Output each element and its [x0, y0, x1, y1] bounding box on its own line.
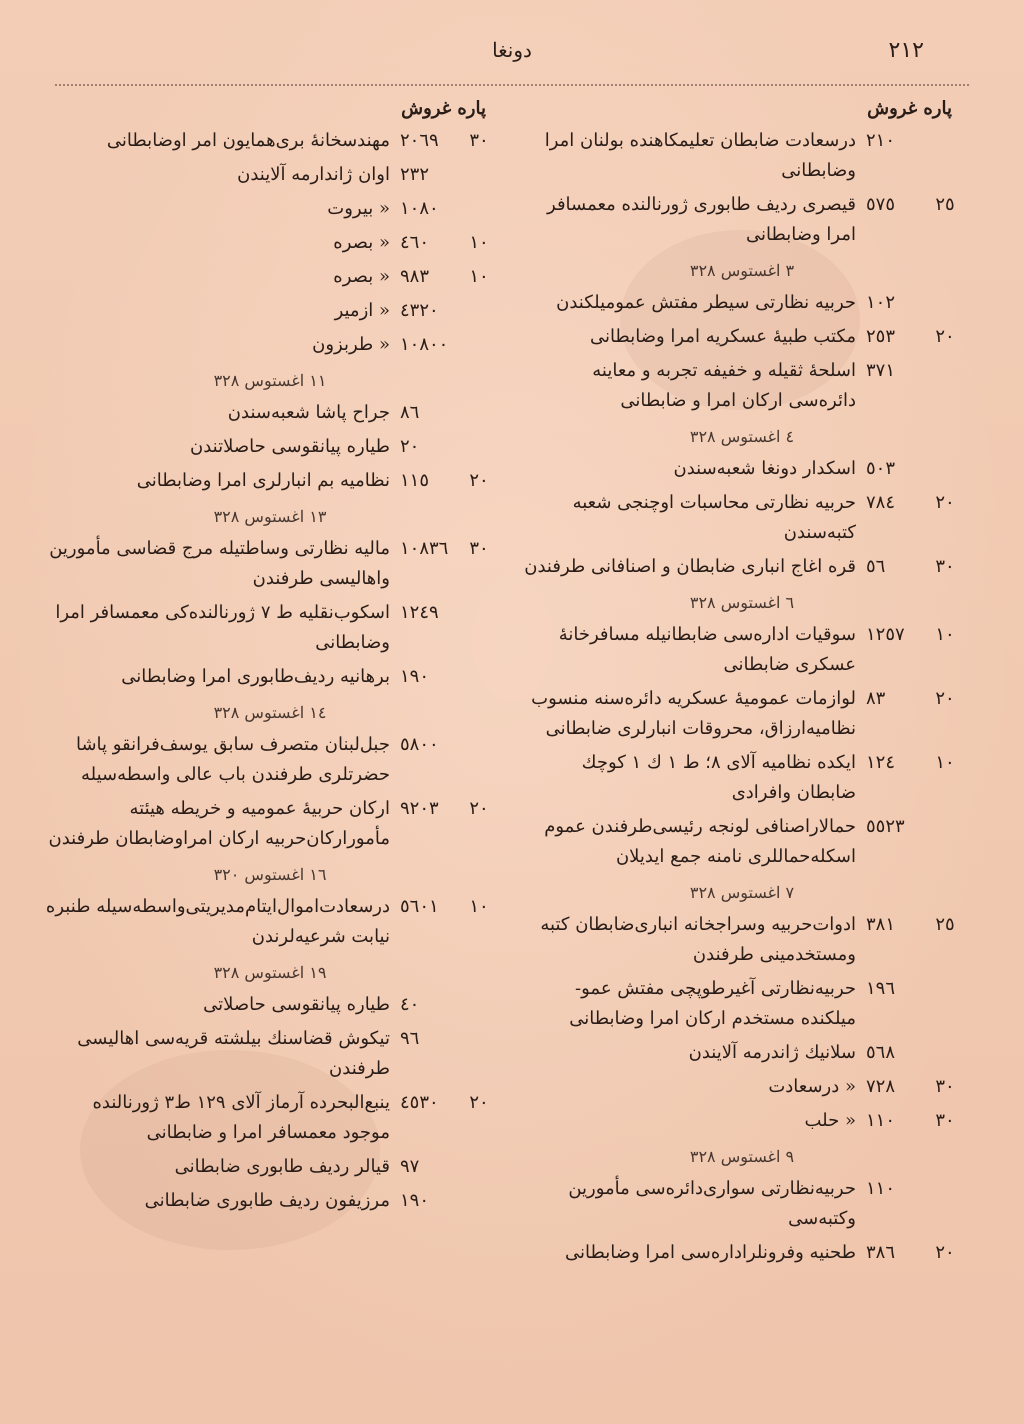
- para-amount: ٣٠: [469, 130, 489, 151]
- kurus-amount: ١٠٨٣٦: [400, 538, 449, 559]
- kurus-amount: ٨٣: [866, 688, 886, 709]
- donation-entry: [522, 552, 962, 582]
- donation-entry: [522, 1174, 962, 1234]
- kurus-amount: ٥٦: [866, 556, 886, 577]
- entry-description: ماليه نظارتى وساطتيله مرج قضاسى مأمورين واهاليسى طرفندن: [49, 538, 390, 589]
- kurus-amount: ٥٥٢٣: [866, 816, 905, 837]
- kurus-amount: ٤٦٠: [400, 232, 430, 253]
- para-amount: ٢٥: [935, 914, 955, 935]
- header-rule: [55, 78, 969, 86]
- kurus-amount: ٧٢٨: [866, 1076, 896, 1097]
- donation-entry: [44, 534, 496, 594]
- date-heading: ٧ اغستوس ٣٢٨: [689, 883, 795, 902]
- para-amount: ٣٠: [935, 1076, 955, 1097]
- column-header-left: پاره غروش: [401, 98, 486, 119]
- donation-entry: [44, 466, 496, 496]
- kurus-amount: ٣٨١: [866, 914, 896, 935]
- entry-description: اسلحهٔ ثقيله و خفيفه تجربه و معاينه دائره‌سى اركان امرا و ضابطانى: [592, 360, 856, 411]
- donation-entry: [522, 812, 962, 872]
- kurus-amount: ٩٢٠٣: [400, 798, 439, 819]
- entry-description: درسعادت‌اموال‌ايتام‌مديريتى‌واسطه‌سيله طنبره نيابت شرعيه‌لرندن: [45, 896, 390, 947]
- donation-entry: [44, 1186, 496, 1216]
- kurus-amount: ٥٧٥: [866, 194, 896, 215]
- kurus-amount: ١٢٤٩: [400, 602, 439, 623]
- entry-description: حربيه‌نظارتى آغيرطوپچى مفتش عمو- ميلكنده مستخدم اركان امرا وضابطانى: [569, 978, 856, 1029]
- donation-entry: [522, 190, 962, 250]
- entry-description: ادوات‌حربيه وسراجخانه انبارى‌ضابطان كتبه ومستخدمينى طرفندن: [540, 914, 856, 965]
- donation-entry: [44, 160, 496, 190]
- entry-description: مرزيفون رديف طابورى ضابطانى: [144, 1190, 390, 1211]
- kurus-amount: ٤٠: [400, 994, 420, 1015]
- donation-entry: [44, 330, 496, 360]
- entry-description: طحنيه وفرونلراداره‌سى امرا وضابطانى: [565, 1242, 856, 1263]
- donation-entry: [44, 1088, 496, 1148]
- kurus-amount: ١١٥: [400, 470, 430, 491]
- donation-entry: [522, 126, 962, 186]
- entry-description: مكتب طبيهٔ عسكريه امرا وضابطانى: [589, 326, 856, 347]
- para-amount: ٢٠: [935, 326, 955, 347]
- kurus-amount: ٩٦: [400, 1028, 420, 1049]
- donation-entry: [44, 296, 496, 326]
- donation-entry: [44, 1024, 496, 1084]
- kurus-amount: ٥٠٣: [866, 458, 896, 479]
- entry-description: حمالاراصنافى لونجه رئيسى‌طرفندن عموم اسكله‌حماللرى نامنه جمع ايديلان: [544, 816, 856, 867]
- right-column: [522, 92, 962, 1272]
- date-heading: ١٤ اغستوس ٣٢٨: [213, 703, 327, 722]
- donation-entry: [44, 194, 496, 224]
- donation-entry: [44, 262, 496, 292]
- entry-description: قيالر رديف طابورى ضابطانى: [174, 1156, 390, 1177]
- kurus-amount: ٤٣٢٠: [400, 300, 439, 321]
- kurus-amount: ١٠٢: [866, 292, 896, 313]
- kurus-amount: ٥٦٠١: [400, 896, 439, 917]
- donation-entry: [522, 748, 962, 808]
- entry-description: « درسعادت: [768, 1076, 856, 1097]
- kurus-amount: ٨٦: [400, 402, 420, 423]
- entry-description: قره اغاج انبارى ضابطان و اصنافانى طرفندن: [524, 556, 856, 577]
- date-heading: ٦ اغستوس ٣٢٨: [689, 593, 795, 612]
- entry-description: « بصره: [333, 232, 390, 253]
- para-amount: ٢٠: [935, 492, 955, 513]
- page-header: [40, 34, 984, 74]
- date-heading: ١٦ اغستوس ٣٢٠: [213, 865, 327, 884]
- donation-entry: [44, 398, 496, 428]
- kurus-amount: ٣٧١: [866, 360, 896, 381]
- running-title: دونغا: [492, 38, 532, 62]
- donation-entry: [522, 288, 962, 318]
- entry-description: ايكده نظاميه آلاى ٨؛ ط ١ ك ١ كوچك ضابطان وافرادى: [581, 752, 856, 803]
- entry-description: حربيه نظارتى محاسبات اوچنجى شعبه كتبه‌سندن: [572, 492, 856, 543]
- kurus-amount: ٢٠٦٩: [400, 130, 439, 151]
- kurus-amount: ٩٨٣: [400, 266, 430, 287]
- donation-entry: [44, 1152, 496, 1182]
- entry-description: برهانيه رديف‌طابورى امرا وضابطانى: [121, 666, 390, 687]
- donation-entry: [522, 1106, 962, 1136]
- left-column: [44, 92, 496, 1220]
- kurus-amount: ٥٦٨: [866, 1042, 896, 1063]
- donation-entry: [522, 488, 962, 548]
- date-heading: ١١ اغستوس ٣٢٨: [213, 371, 327, 390]
- para-amount: ٢٠: [469, 470, 489, 491]
- kurus-amount: ١٩٦: [866, 978, 896, 999]
- para-amount: ٢٠: [469, 798, 489, 819]
- date-heading: ١٩ اغستوس ٣٢٨: [213, 963, 327, 982]
- entry-description: سلانيك ژاندرمه آلايندن: [688, 1042, 856, 1063]
- donation-entry: [44, 126, 496, 156]
- date-heading: ٩ اغستوس ٣٢٨: [689, 1147, 795, 1166]
- donation-entry: [44, 432, 496, 462]
- kurus-amount: ٩٧: [400, 1156, 420, 1177]
- para-amount: ٣٠: [935, 1110, 955, 1131]
- column-header-right: پاره غروش: [867, 98, 952, 119]
- entry-description: درسعادت ضابطان تعليمكاهنده بولنان امرا وضابطانى: [544, 130, 856, 181]
- donation-entry: [44, 990, 496, 1020]
- entry-description: اسكدار دونغا شعبه‌سندن: [673, 458, 856, 479]
- donation-entry: [522, 454, 962, 484]
- para-amount: ١٠: [469, 232, 489, 253]
- page-number: ٢١٢: [888, 38, 924, 63]
- entry-description: سوقيات اداره‌سى ضابطانيله مسافرخانهٔ عسكرى ضابطانى: [558, 624, 856, 675]
- donation-entry: [522, 322, 962, 352]
- donation-entry: [522, 684, 962, 744]
- entry-description: اسكوب‌نقليه ط ٧ ژورنالنده‌كى معمسافر امرا وضابطانى: [55, 602, 390, 653]
- para-amount: ٢٠: [935, 1242, 955, 1263]
- donation-entry: [44, 228, 496, 258]
- kurus-amount: ١٢٥٧: [866, 624, 905, 645]
- kurus-amount: ٧٨٤: [866, 492, 896, 513]
- entry-description: « حلب: [804, 1110, 856, 1131]
- entry-description: لوازمات عموميهٔ عسكريه دائره‌سنه منسوب نظاميه‌ارزاق، محروقات انبارلرى ضابطانى: [531, 688, 856, 739]
- para-amount: ١٠: [469, 266, 489, 287]
- para-amount: ١٠: [935, 624, 955, 645]
- kurus-amount: ١١٠: [866, 1110, 896, 1131]
- donation-entry: [522, 1072, 962, 1102]
- donation-entry: [522, 356, 962, 416]
- entry-description: اوان ژاندارمه آلايندن: [237, 164, 390, 185]
- para-amount: ٢٠: [935, 688, 955, 709]
- donation-entry: [522, 910, 962, 970]
- entry-description: قيصرى رديف طابورى ژورنالنده معمسافر امرا وضابطانى: [547, 194, 856, 245]
- kurus-amount: ١٩٠: [400, 666, 430, 687]
- kurus-amount: ٢٠: [400, 436, 420, 457]
- para-amount: ٢٠: [469, 1092, 489, 1113]
- para-amount: ٣٠: [935, 556, 955, 577]
- entry-description: جراح پاشا شعبه‌سندن: [227, 402, 390, 423]
- donation-entry: [44, 662, 496, 692]
- para-amount: ١٠: [935, 752, 955, 773]
- entry-description: حربيه نظارتى سيطر مفتش عموميلكندن: [556, 292, 856, 313]
- entry-description: جبل‌لبنان متصرف سابق يوسف‌فرانقو پاشا حضرتلرى طرفندن باب عالى واسطه‌سيله: [75, 734, 390, 785]
- kurus-amount: ٢٣٢: [400, 164, 430, 185]
- entry-description: طياره پيانقو‌سى حاصلاتى: [203, 994, 390, 1015]
- donation-entry: [44, 730, 496, 790]
- kurus-amount: ١١٠: [866, 1178, 896, 1199]
- para-amount: ١٠: [469, 896, 489, 917]
- kurus-amount: ٢٥٣: [866, 326, 896, 347]
- entry-description: حربيه‌نظارتى سوارى‌دائره‌سى مأمورين وكتبه‌سى: [568, 1178, 856, 1229]
- donation-entry: [44, 598, 496, 658]
- entry-description: تيكوش قضاسنك بيلشته قريه‌سى اهاليسى طرفندن: [77, 1028, 390, 1079]
- entry-description: ينبع‌البحرده آرماز آلاى ١٢٩ ط٣ ژورنالنده موجود معمسافر امرا و ضابطانى: [92, 1092, 390, 1143]
- donation-entry: [44, 892, 496, 952]
- entry-description: « طربزون: [312, 334, 390, 355]
- kurus-amount: ١٩٠: [400, 1190, 430, 1211]
- donation-entry: [522, 1238, 962, 1268]
- kurus-amount: ١٢٤: [866, 752, 896, 773]
- entry-description: « ازمير: [334, 300, 390, 321]
- kurus-amount: ٤٥٣٠: [400, 1092, 439, 1113]
- date-heading: ٤ اغستوس ٣٢٨: [689, 427, 795, 446]
- kurus-amount: ١٠٨٠٠: [400, 334, 449, 355]
- kurus-amount: ١٠٨٠: [400, 198, 439, 219]
- para-amount: ٣٠: [469, 538, 489, 559]
- para-amount: ٢٥: [935, 194, 955, 215]
- date-heading: ٣ اغستوس ٣٢٨: [689, 261, 795, 280]
- entry-description: طياره پيانقو‌سى حاصلاتندن: [190, 436, 390, 457]
- kurus-amount: ٥٨٠٠: [400, 734, 439, 755]
- entry-description: مهندسخانهٔ برى‌همايون امر اوضابطانى: [106, 130, 390, 151]
- date-heading: ١٣ اغستوس ٣٢٨: [213, 507, 327, 526]
- donation-entry: [522, 620, 962, 680]
- kurus-amount: ٣٨٦: [866, 1242, 896, 1263]
- entry-description: « بيروت: [327, 198, 390, 219]
- entry-description: اركان حربيهٔ عموميه و خريطه هيئته مأموراركان‌حربيه اركان امراوضابطان طرفندن: [48, 798, 390, 849]
- donation-entry: [522, 974, 962, 1034]
- kurus-amount: ٢١٠: [866, 130, 896, 151]
- donation-entry: [522, 1038, 962, 1068]
- entry-description: نظاميه بم انبارلرى امرا وضابطانى: [136, 470, 390, 491]
- donation-entry: [44, 794, 496, 854]
- entry-description: « بصره: [333, 266, 390, 287]
